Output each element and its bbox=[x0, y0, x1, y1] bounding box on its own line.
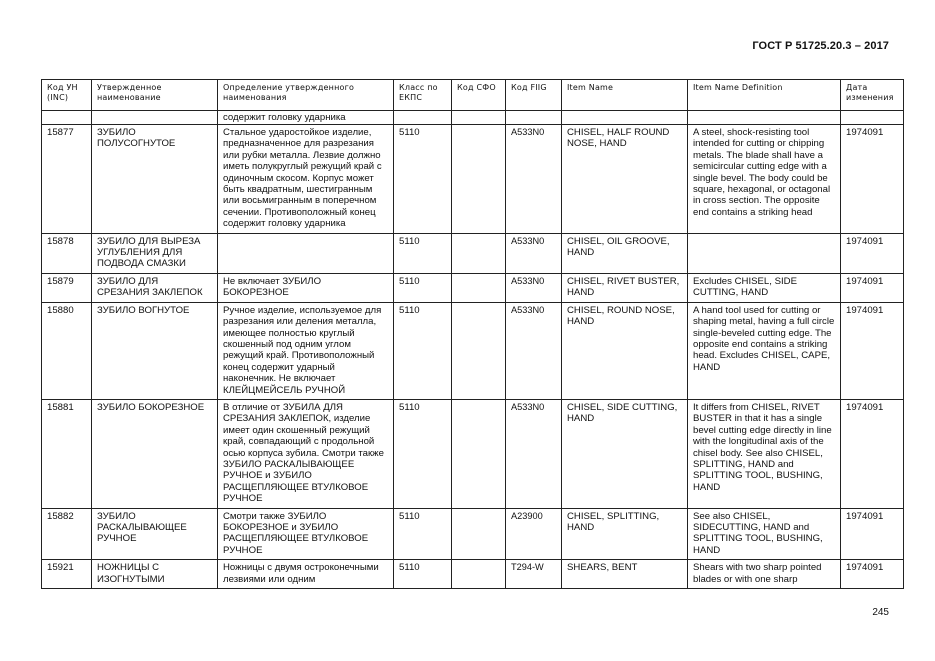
cell-class: 5110 bbox=[394, 273, 452, 302]
cell-class: 5110 bbox=[394, 302, 452, 399]
nomenclature-table-wrapper bbox=[41, 79, 903, 589]
cell-name: ЗУБИЛО БОКОРЕЗНОЕ bbox=[92, 399, 218, 508]
cell-item-name: CHISEL, OIL GROOVE, HAND bbox=[562, 233, 688, 273]
cell-inc: 15877 bbox=[42, 125, 92, 234]
cell-item-name: SHEARS, BENT bbox=[562, 560, 688, 589]
cell-inc bbox=[42, 111, 92, 125]
cell-definition: содержит головку ударника bbox=[218, 111, 394, 125]
cell-fiig: A533N0 bbox=[506, 273, 562, 302]
cell-name: ЗУБИЛО ДЛЯ ВЫРЕЗА УГЛУБЛЕНИЯ ДЛЯ ПОДВОДА СМАЗКИ bbox=[92, 233, 218, 273]
cell-sfo bbox=[452, 125, 506, 234]
cell-name: ЗУБИЛО ВОГНУТОЕ bbox=[92, 302, 218, 399]
cell-definition: В отличие от ЗУБИЛА ДЛЯ СРЕЗАНИЯ ЗАКЛЕПОК, изделие имеет один скошенный режущий край, совпадающий с продольной осью корпуса зубила. Смотри также ЗУБИЛО РАСКАЛЫВАЮЩЕЕ РУЧНОЕ и ЗУБИЛО РАСЩЕПЛЯЮЩЕЕ ВТУЛКОВОЕ РУЧНОЕ bbox=[218, 399, 394, 508]
nomenclature-table bbox=[41, 79, 904, 589]
cell-sfo bbox=[452, 508, 506, 560]
cell-class: 5110 bbox=[394, 560, 452, 589]
cell-name: ЗУБИЛО ДЛЯ СРЕЗАНИЯ ЗАКЛЕПОК bbox=[92, 273, 218, 302]
cell-date: 1974091 bbox=[841, 233, 904, 273]
cell-fiig: A533N0 bbox=[506, 233, 562, 273]
cell-sfo bbox=[452, 560, 506, 589]
cell-fiig bbox=[506, 111, 562, 125]
cell-item-definition: It differs from CHISEL, RIVET BUSTER in that it has a single bevel cutting edge directly in line with the longitudinal axis of the chisel body. See also CHISEL, SPLITTING, HAND and SPLITTING TOOL, BUSHING, HAND bbox=[688, 399, 841, 508]
table-header-row bbox=[42, 80, 904, 111]
cell-class: 5110 bbox=[394, 125, 452, 234]
cell-class: 5110 bbox=[394, 508, 452, 560]
cell-item-definition: A steel, shock-resisting tool intended for cutting or chipping metals. The blade shall have a semicircular cutting edge with a single bevel. The body could be square, hexagonal, or octagonal in cross section. The opposite end contains a striking head bbox=[688, 125, 841, 234]
cell-sfo bbox=[452, 111, 506, 125]
cell-inc: 15921 bbox=[42, 560, 92, 589]
cell-sfo bbox=[452, 399, 506, 508]
cell-date: 1974091 bbox=[841, 399, 904, 508]
cell-name: НОЖНИЦЫ С ИЗОГНУТЫМИ bbox=[92, 560, 218, 589]
table-row bbox=[42, 560, 904, 589]
cell-class bbox=[394, 111, 452, 125]
cell-fiig: A23900 bbox=[506, 508, 562, 560]
cell-date bbox=[841, 111, 904, 125]
column-header-fiig: Код FIIG bbox=[506, 80, 562, 111]
cell-item-name: CHISEL, SPLITTING, HAND bbox=[562, 508, 688, 560]
cell-date: 1974091 bbox=[841, 508, 904, 560]
cell-inc: 15881 bbox=[42, 399, 92, 508]
cell-item-name: CHISEL, RIVET BUSTER, HAND bbox=[562, 273, 688, 302]
cell-sfo bbox=[452, 302, 506, 399]
cell-name: ЗУБИЛО ПОЛУСОГНУТОЕ bbox=[92, 125, 218, 234]
cell-item-definition: Excludes CHISEL, SIDE CUTTING, HAND bbox=[688, 273, 841, 302]
cell-inc: 15880 bbox=[42, 302, 92, 399]
table-row bbox=[42, 233, 904, 273]
column-header-approved-name: Утвержденное наименование bbox=[92, 80, 218, 111]
cell-fiig: T294-W bbox=[506, 560, 562, 589]
cell-definition bbox=[218, 233, 394, 273]
cell-inc: 15882 bbox=[42, 508, 92, 560]
table-row bbox=[42, 302, 904, 399]
cell-class: 5110 bbox=[394, 233, 452, 273]
cell-item-name: CHISEL, SIDE CUTTING, HAND bbox=[562, 399, 688, 508]
cell-definition: Ручное изделие, используемое для разрезания или деления металла, имеющее полностью круглый скошенный под одним углом режущий край. Противоположный конец содержит ударный наконечник. Не включает КЛЕЙЦМЕЙСЕЛЬ РУЧНОЙ bbox=[218, 302, 394, 399]
page-number: 245 bbox=[872, 607, 889, 618]
cell-definition: Стальное ударостойкое изделие, предназначенное для разрезания или рубки металла. Лезвие должно иметь полукруглый режущий край с одиночным скосом. Корпус может быть квадратным, шестигранным или восьмигранным в поперечном сечении. Противоположный конец содержит головку ударника bbox=[218, 125, 394, 234]
table-row bbox=[42, 273, 904, 302]
column-header-sfo: Код СФО bbox=[452, 80, 506, 111]
cell-inc: 15879 bbox=[42, 273, 92, 302]
cell-item-name: CHISEL, ROUND NOSE, HAND bbox=[562, 302, 688, 399]
column-header-class: Класс по ЕКПС bbox=[394, 80, 452, 111]
cell-item-definition: A hand tool used for cutting or shaping metal, having a full circle single-beveled cutting edge. The opposite end contains a striking head. Excludes CHISEL, CAPE, HAND bbox=[688, 302, 841, 399]
cell-date: 1974091 bbox=[841, 302, 904, 399]
cell-name bbox=[92, 111, 218, 125]
table-row bbox=[42, 125, 904, 234]
column-header-inc: Код УН (INC) bbox=[42, 80, 92, 111]
cell-item-name: CHISEL, HALF ROUND NOSE, HAND bbox=[562, 125, 688, 234]
cell-item-definition: See also CHISEL, SIDECUTTING, HAND and SPLITTING TOOL, BUSHING, HAND bbox=[688, 508, 841, 560]
column-header-item-name: Item Name bbox=[562, 80, 688, 111]
column-header-item-definition: Item Name Definition bbox=[688, 80, 841, 111]
cell-definition: Не включает ЗУБИЛО БОКОРЕЗНОЕ bbox=[218, 273, 394, 302]
table-row-continuation bbox=[42, 111, 904, 125]
column-header-date: Дата изменения bbox=[841, 80, 904, 111]
column-header-definition: Определение утвержденного наименования bbox=[218, 80, 394, 111]
cell-item-definition bbox=[688, 111, 841, 125]
cell-item-definition: Shears with two sharp pointed blades or with one sharp bbox=[688, 560, 841, 589]
cell-date: 1974091 bbox=[841, 125, 904, 234]
cell-fiig: A533N0 bbox=[506, 399, 562, 508]
table-row bbox=[42, 508, 904, 560]
cell-item-name bbox=[562, 111, 688, 125]
cell-name: ЗУБИЛО РАСКАЛЫВАЮЩЕЕ РУЧНОЕ bbox=[92, 508, 218, 560]
document-standard-code: ГОСТ Р 51725.20.3 – 2017 bbox=[752, 40, 889, 52]
cell-fiig: A533N0 bbox=[506, 302, 562, 399]
cell-definition: Ножницы с двумя остроконечными лезвиями или одним bbox=[218, 560, 394, 589]
cell-class: 5110 bbox=[394, 399, 452, 508]
cell-date: 1974091 bbox=[841, 273, 904, 302]
cell-definition: Смотри также ЗУБИЛО БОКОРЕЗНОЕ и ЗУБИЛО РАСЩЕПЛЯЮЩЕЕ ВТУЛКОВОЕ РУЧНОЕ bbox=[218, 508, 394, 560]
table-row bbox=[42, 399, 904, 508]
cell-sfo bbox=[452, 273, 506, 302]
cell-date: 1974091 bbox=[841, 560, 904, 589]
cell-sfo bbox=[452, 233, 506, 273]
cell-item-definition bbox=[688, 233, 841, 273]
cell-fiig: A533N0 bbox=[506, 125, 562, 234]
cell-inc: 15878 bbox=[42, 233, 92, 273]
